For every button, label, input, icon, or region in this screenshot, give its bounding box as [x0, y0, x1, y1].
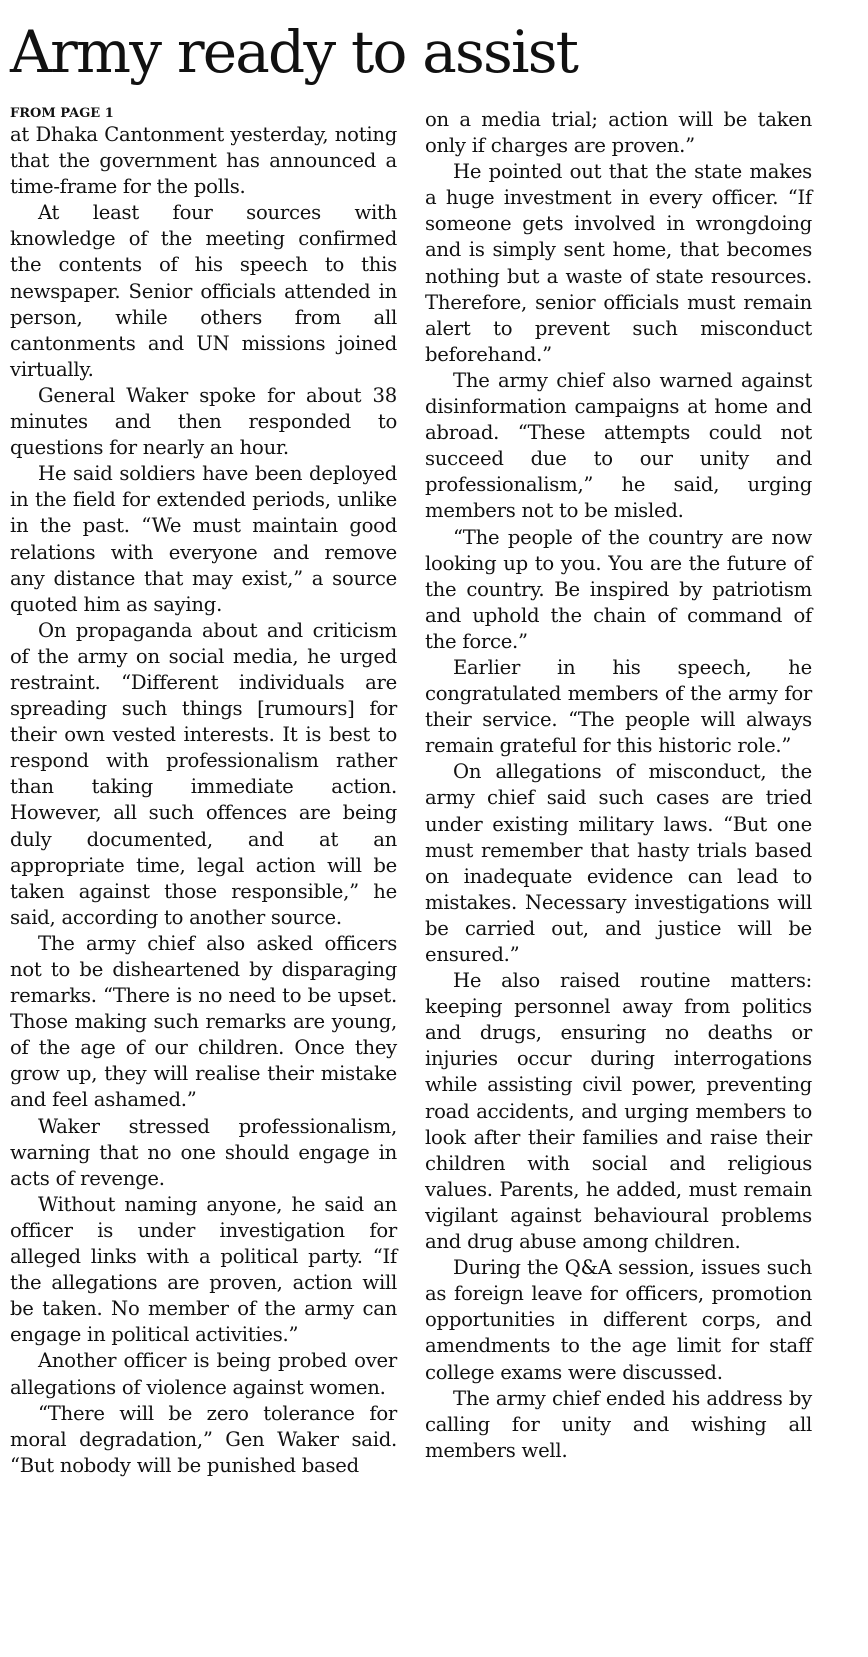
- paragraph: on a media trial; action will be taken only if charges are proven.”: [425, 108, 812, 158]
- paragraph: The army chief also asked officers not to be disheartened by disparaging remarks. “There is no need to be upset. Those making such remarks are young, of the age of our children. Once they grow up, they will realise their mistake and feel ashamed.”: [10, 931, 397, 1112]
- paragraph: During the Q&A session, issues such as foreign leave for officers, promotion opportunities in different corps, and amendments to the age limit for staff college exams were discussed.: [425, 1256, 812, 1384]
- paragraph: The army chief also warned against disinformation campaigns at home and abroad. “These attempts could not succeed due to our unity and professionalism,” he said, urging members not to be misled.: [425, 368, 812, 523]
- paragraph: He pointed out that the state makes a huge investment in every officer. “If someone gets involved in wrongdoing and is simply sent home, that becomes nothing but a waste of state resources. Therefore, senior officials must remain alert to prevent such misconduct beforehand.”: [425, 160, 812, 366]
- jump-line: FROM PAGE 1: [10, 106, 114, 121]
- paragraph: General Waker spoke for about 38 minutes and then responded to questions for nearly an hour.: [10, 383, 397, 460]
- paragraph: He said soldiers have been deployed in the field for extended periods, unlike in the past. “We must maintain good relations with everyone and remove any distance that may exist,” a source quoted him as saying.: [10, 462, 397, 616]
- paragraph: “The people of the country are now looking up to you. You are the future of the country. Be inspired by patriotism and uphold the chain of command of the force.”: [425, 525, 812, 653]
- paragraph: “There will be zero tolerance for moral degradation,” Gen Waker said. “But nobody will be punished based: [10, 1401, 397, 1477]
- article-column-left: [10, 106, 397, 1479]
- paragraph: He also raised routine matters: keeping personnel away from politics and drugs, ensuring no deaths or injuries occur during interrogations while assisting civil power, preventing road accidents, and urging members to look after their families and raise their children with social and religious values. Parents, he added, must remain vigilant against behavioural problems and drug abuse among children.: [425, 969, 812, 1254]
- paragraph: Another officer is being probed over allegations of violence against women.: [10, 1349, 397, 1399]
- paragraph: The army chief ended his address by calling for unity and wishing all members well.: [425, 1386, 812, 1462]
- article-column-right: [425, 107, 812, 1464]
- headline: Army ready to assist: [10, 18, 578, 86]
- paragraph: at Dhaka Cantonment yesterday, noting that the government has announced a time-frame for the polls.: [10, 123, 397, 199]
- paragraph: Earlier in his speech, he congratulated members of the army for their service. “The people will always remain grateful for this historic role.”: [425, 655, 812, 758]
- paragraph: On propaganda about and criticism of the army on social media, he urged restraint. “Different individuals are spreading such things [rumours] for their own vested interests. It is best to respond with professionalism rather than taking immediate action. However, all such offences are being duly documented, and at an appropriate time, legal action will be taken against those responsible,” he said, according to another source.: [10, 618, 397, 929]
- paragraph: Waker stressed professionalism, warning that no one should engage in acts of revenge.: [10, 1114, 397, 1190]
- paragraph: At least four sources with knowledge of the meeting confirmed the contents of his speech to this newspaper. Senior officials attended in person, while others from all cantonments and UN missions joined virtually.: [10, 201, 397, 381]
- paragraph: On allegations of misconduct, the army chief said such cases are tried under existing military laws. “But one must remember that hasty trials based on inadequate evidence can lead to mistakes. Necessary investigations will be carried out, and justice will be ensured.”: [425, 760, 812, 966]
- paragraph: Without naming anyone, he said an officer is under investigation for alleged links with a political party. “If the allegations are proven, action will be taken. No member of the army can engage in political activities.”: [10, 1192, 397, 1347]
